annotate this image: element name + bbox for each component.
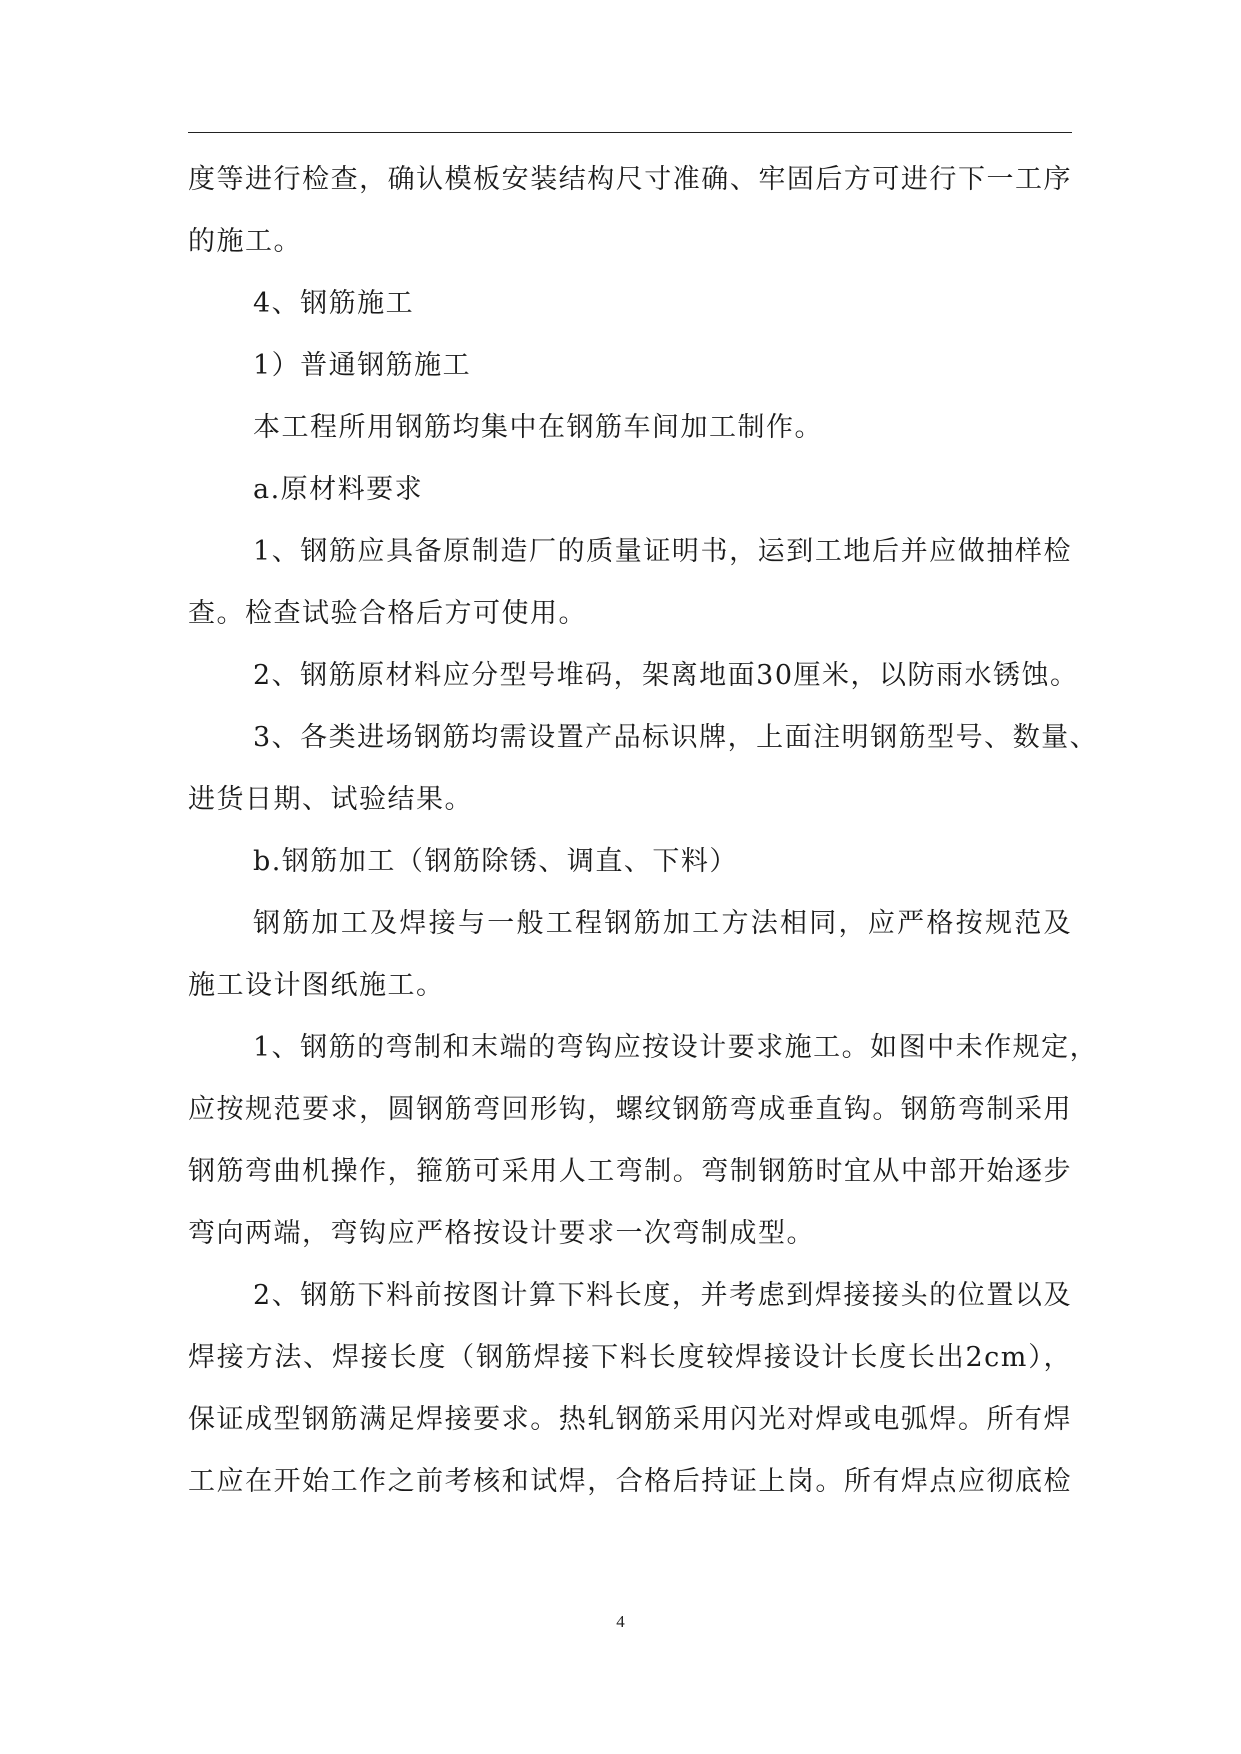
- text-line: 钢筋加工及焊接与一般工程钢筋加工方法相同，应严格按规范及: [253, 908, 1072, 939]
- subsection-heading: a.原材料要求: [253, 474, 424, 505]
- text-line: 查。检查试验合格后方可使用。: [188, 598, 587, 629]
- text-line: 保证成型钢筋满足焊接要求。热轧钢筋采用闪光对焊或电弧焊。所有焊: [188, 1404, 1072, 1435]
- text-line: 度等进行检查，确认模板安装结构尺寸准确、牢固后方可进行下一工序: [188, 164, 1072, 195]
- text-line: 钢筋弯曲机操作，箍筋可采用人工弯制。弯制钢筋时宜从中部开始逐步: [188, 1156, 1072, 1187]
- section-heading: 4、钢筋施工: [253, 288, 415, 319]
- text-line: 进货日期、试验结果。: [188, 784, 473, 815]
- subsection-heading: b.钢筋加工（钢筋除锈、调直、下料）: [253, 846, 738, 877]
- text-line: 应按规范要求，圆钢筋弯回形钩，螺纹钢筋弯成垂直钩。钢筋弯制采用: [188, 1094, 1072, 1125]
- text-line: 1、钢筋应具备原制造厂的质量证明书，运到工地后并应做抽样检: [253, 536, 1072, 567]
- text-line: 1、钢筋的弯制和末端的弯钩应按设计要求施工。如图中未作规定，: [253, 1032, 1099, 1063]
- text-line: 施工设计图纸施工。: [188, 970, 445, 1001]
- subsection-heading: 1）普通钢筋施工: [253, 350, 472, 381]
- text-line: 的施工。: [188, 226, 302, 257]
- text-line: 焊接方法、焊接长度（钢筋焊接下料长度较焊接设计长度长出2cm），: [188, 1342, 1072, 1373]
- text-line: 工应在开始工作之前考核和试焊，合格后持证上岗。所有焊点应彻底检: [188, 1466, 1072, 1497]
- text-line: 弯向两端，弯钩应严格按设计要求一次弯制成型。: [188, 1218, 815, 1249]
- text-line: 2、钢筋原材料应分型号堆码，架离地面30厘米，以防雨水锈蚀。: [253, 660, 1079, 691]
- page-number: 4: [616, 1612, 625, 1631]
- text-line: 本工程所用钢筋均集中在钢筋车间加工制作。: [253, 412, 823, 443]
- header-rule: [188, 132, 1072, 133]
- text-line: 2、钢筋下料前按图计算下料长度，并考虑到焊接接头的位置以及: [253, 1280, 1072, 1311]
- text-line: 3、各类进场钢筋均需设置产品标识牌，上面注明钢筋型号、数量、: [253, 722, 1099, 753]
